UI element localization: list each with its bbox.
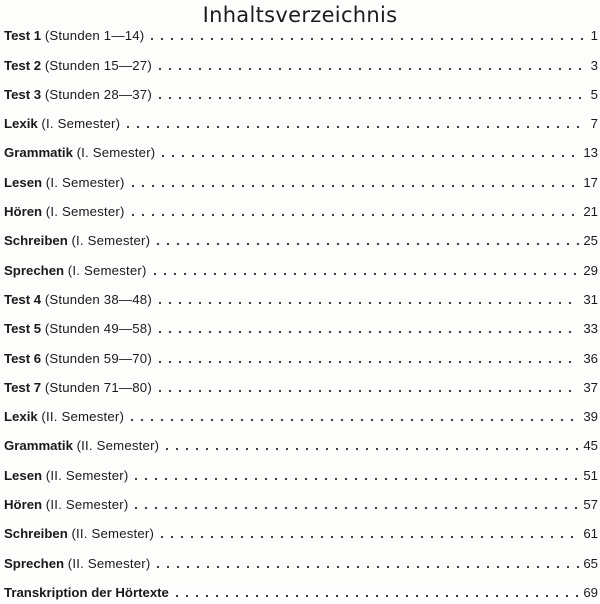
toc-page-number: 61 (583, 526, 598, 542)
toc-entry-title (4, 145, 158, 161)
toc-entry (4, 164, 598, 193)
dot-leader (155, 360, 579, 364)
toc-entry-range: (Stunden 71—80) (44, 379, 152, 395)
toc-entry-heading: Test 2 (4, 57, 42, 73)
toc-page-number: 39 (583, 409, 598, 425)
toc-entry (4, 370, 598, 399)
toc-entry-heading: Hören (4, 497, 43, 513)
toc-entry-title (4, 28, 147, 44)
toc-entry (4, 399, 598, 428)
dot-leader (128, 184, 580, 188)
dot-leader (155, 389, 579, 393)
toc-entry (4, 106, 598, 135)
toc-entry-range: (I. Semester) (45, 174, 125, 190)
toc-entry-heading: Lexik (4, 409, 38, 425)
toc-entry-heading: Test 7 (4, 379, 42, 395)
toc-entry-heading: Test 6 (4, 350, 42, 366)
toc-entry-title (4, 409, 127, 425)
toc-entry-range: (II. Semester) (45, 497, 129, 513)
dot-leader (155, 301, 579, 305)
toc-entry-heading: Test 5 (4, 321, 42, 337)
toc-entry-range: (I. Semester) (76, 145, 156, 161)
toc-entry-range: (I. Semester) (67, 262, 147, 278)
toc-page-number: 69 (583, 584, 598, 600)
toc-entry-range: (II. Semester) (41, 409, 125, 425)
toc-entry-heading: Hören (4, 204, 43, 220)
toc-entry-title (4, 58, 155, 74)
dot-leader (153, 565, 579, 569)
toc-entry (4, 135, 598, 164)
toc-entry-title (4, 204, 128, 220)
toc-entry (4, 311, 598, 340)
toc-entry-heading: Grammatik (4, 145, 73, 161)
toc-page-number: 51 (583, 467, 598, 483)
toc-entry-range: (II. Semester) (76, 438, 160, 454)
toc-page-number: 33 (583, 321, 598, 337)
toc-page-number: 25 (583, 233, 598, 249)
toc-page-number: 5 (590, 86, 598, 102)
toc-entry-title (4, 380, 155, 396)
toc-entry-title (4, 292, 155, 308)
toc-entry-range: (Stunden 15—27) (44, 57, 152, 73)
toc-entry-title (4, 233, 153, 249)
toc-entry (4, 457, 598, 486)
toc-entry-heading: Lexik (4, 116, 38, 132)
dot-leader (153, 242, 579, 246)
toc-entry (4, 428, 598, 457)
toc-entry-range: (II. Semester) (71, 526, 155, 542)
toc-page-number: 7 (590, 116, 598, 132)
toc-entry (4, 18, 598, 47)
dot-leader (172, 594, 579, 598)
toc-page-number: 13 (583, 145, 598, 161)
toc-page-number: 3 (590, 57, 598, 73)
dot-leader (123, 125, 586, 129)
toc-entry-title (4, 438, 162, 454)
dot-leader (158, 154, 579, 158)
toc-page-number: 1 (590, 28, 598, 44)
toc-page-number: 37 (583, 379, 598, 395)
toc-entry (4, 47, 598, 76)
toc-entry-heading: Sprechen (4, 555, 65, 571)
toc-entry-range: (II. Semester) (45, 467, 129, 483)
toc-entry-range: (Stunden 28—37) (44, 86, 152, 102)
dot-leader (150, 272, 580, 276)
toc-entry-heading: Sprechen (4, 262, 65, 278)
toc-entry-range: (II. Semester) (67, 555, 151, 571)
toc-entry-heading: Test 4 (4, 291, 42, 307)
toc-entry-heading: Grammatik (4, 438, 73, 454)
dot-leader (162, 447, 579, 451)
toc-entry (4, 223, 598, 252)
toc-entry (4, 194, 598, 223)
toc-entry (4, 252, 598, 281)
toc-entry-heading: Schreiben (4, 233, 68, 249)
toc-entry-range: (Stunden 49—58) (44, 321, 152, 337)
toc-page-number: 65 (583, 555, 598, 571)
dot-leader (127, 418, 579, 422)
toc-page-number: 21 (583, 204, 598, 220)
toc-entry-title (4, 526, 157, 542)
toc-entry-range: (I. Semester) (45, 204, 125, 220)
dot-leader (128, 213, 580, 217)
toc-page-number: 29 (583, 262, 598, 278)
dot-leader (155, 330, 579, 334)
dot-leader (155, 67, 586, 71)
toc-page-number: 17 (583, 174, 598, 190)
toc-entry-heading: Lesen (4, 467, 43, 483)
toc-entry-range: (I. Semester) (71, 233, 151, 249)
toc-entry-heading: Test 1 (4, 28, 42, 44)
dot-leader (131, 477, 579, 481)
toc-entry-title (4, 497, 131, 513)
toc-entry (4, 575, 598, 604)
toc-entry (4, 77, 598, 106)
toc-entry-range: (I. Semester) (41, 116, 121, 132)
toc-entry-heading: Schreiben (4, 526, 68, 542)
toc-entry-heading: Test 3 (4, 86, 42, 102)
toc-entry-title (4, 116, 123, 132)
dot-leader (131, 506, 579, 510)
toc-entry-title (4, 556, 153, 572)
toc-entry (4, 282, 598, 311)
toc-entry-range: (Stunden 1—14) (44, 28, 145, 44)
toc-entry-heading: Transkription der Hörtexte (4, 584, 169, 600)
toc-entry-title (4, 468, 131, 484)
toc-page-number: 36 (583, 350, 598, 366)
table-of-contents (4, 18, 598, 604)
toc-entry (4, 516, 598, 545)
dot-leader (157, 535, 579, 539)
toc-entry (4, 487, 598, 516)
toc-entry (4, 545, 598, 574)
page-title: Inhaltsverzeichnis (202, 3, 398, 27)
toc-entry-title (4, 351, 155, 367)
dot-leader (155, 96, 586, 100)
toc-entry-title (4, 585, 172, 601)
toc-entry-title (4, 321, 155, 337)
toc-page-number: 45 (583, 438, 598, 454)
toc-page-number: 31 (583, 291, 598, 307)
toc-entry (4, 340, 598, 369)
toc-entry-title (4, 175, 128, 191)
toc-entry-title (4, 87, 155, 103)
toc-entry-range: (Stunden 59—70) (44, 350, 152, 366)
dot-leader (147, 37, 586, 41)
toc-entry-heading: Lesen (4, 174, 43, 190)
toc-entry-range: (Stunden 38—48) (44, 291, 152, 307)
toc-entry-title (4, 263, 150, 279)
toc-page-number: 57 (583, 497, 598, 513)
